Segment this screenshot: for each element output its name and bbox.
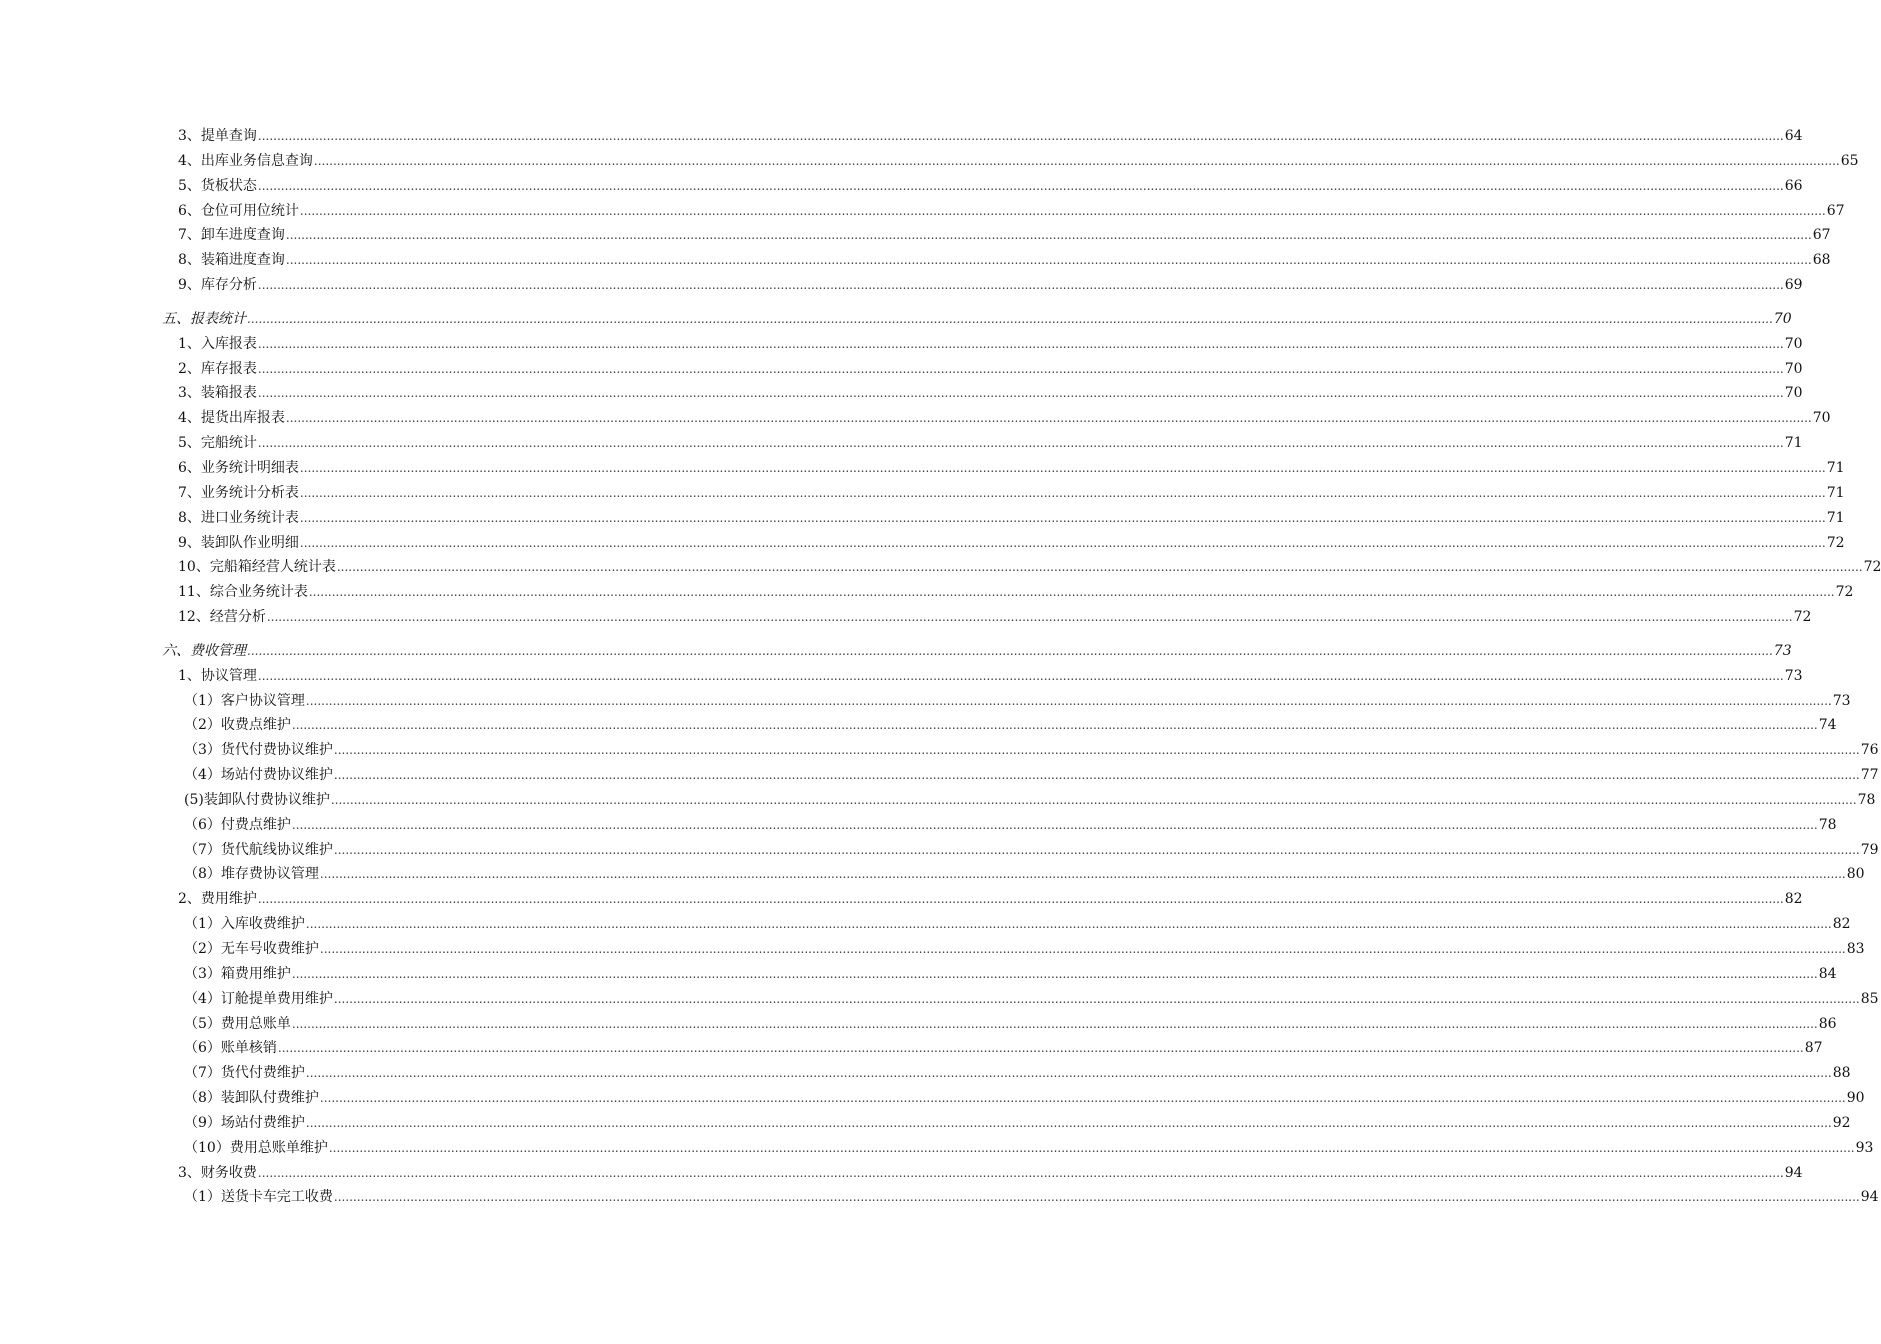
toc-page-number: 77 (1860, 767, 1879, 784)
toc-entry-label: （2）无车号收费维护 (184, 941, 319, 957)
toc-page-number: 70 (1784, 385, 1803, 402)
toc-entry-label: 9、装卸队作业明细 (178, 534, 299, 551)
dot-leader: ................................................................................................................................................................................................................................................................................................................................................................................................................ (336, 560, 1863, 575)
dot-leader: ................................................................................................................................................................................................................................................................................................................................................................................................................ (330, 792, 1857, 807)
toc-entry[interactable] (0, 381, 1803, 406)
toc-page-number: 64 (1784, 128, 1803, 144)
toc-entry[interactable] (0, 1185, 1879, 1210)
toc-entry[interactable] (0, 937, 1865, 962)
dot-leader: ................................................................................................................................................................................................................................................................................................................................................................................................................ (247, 311, 1773, 326)
toc-page-number: 92 (1832, 1114, 1851, 1131)
dot-leader: ................................................................................................................................................................................................................................................................................................................................................................................................................ (277, 1041, 1804, 1056)
toc-entry[interactable] (0, 174, 1803, 199)
toc-page-number: 72 (1793, 609, 1812, 626)
toc-entry[interactable] (0, 273, 1803, 298)
toc-entry-label: （5）费用总账单 (184, 1015, 291, 1032)
toc-entry-label: 2、库存报表 (178, 360, 257, 377)
dot-leader: ................................................................................................................................................................................................................................................................................................................................................................................................................ (305, 693, 1832, 708)
toc-page-number: 72 (1863, 559, 1881, 576)
dot-leader: ................................................................................................................................................................................................................................................................................................................................................................................................................ (299, 203, 1826, 218)
toc-entry-label: 1、入库报表 (178, 335, 257, 352)
toc-page-number: 94 (1784, 1164, 1803, 1181)
dot-leader: ................................................................................................................................................................................................................................................................................................................................................................................................................ (305, 1115, 1832, 1130)
toc-page-number: 70 (1784, 335, 1803, 352)
dot-leader: ................................................................................................................................................................................................................................................................................................................................................................................................................ (257, 386, 1784, 401)
toc-entry-label: 3、提单查询 (178, 128, 257, 144)
dot-leader: ................................................................................................................................................................................................................................................................................................................................................................................................................ (291, 718, 1818, 733)
toc-page-number: 82 (1832, 916, 1851, 933)
toc-page-number: 93 (1855, 1139, 1874, 1156)
toc-page-number: 78 (1818, 816, 1837, 833)
dot-leader: ................................................................................................................................................................................................................................................................................................................................................................................................................ (333, 991, 1860, 1006)
toc-entry[interactable] (0, 456, 1845, 481)
dot-leader: ................................................................................................................................................................................................................................................................................................................................................................................................................ (291, 817, 1818, 832)
toc-entry[interactable] (0, 1111, 1851, 1136)
toc-entry-label: 3、财务收费 (178, 1164, 257, 1181)
toc-page-number: 88 (1832, 1065, 1851, 1082)
toc-entry-label: 3、装箱报表 (178, 385, 257, 402)
dot-leader: ................................................................................................................................................................................................................................................................................................................................................................................................................ (257, 436, 1784, 451)
toc-entry-label: 2、费用维护 (178, 891, 257, 908)
toc-page-number: 85 (1860, 990, 1879, 1007)
toc-entry[interactable] (0, 1086, 1865, 1111)
dot-leader: ................................................................................................................................................................................................................................................................................................................................................................................................................ (299, 535, 1826, 550)
toc-entry[interactable] (0, 713, 1837, 738)
toc-entry-label: （2）收费点维护 (184, 717, 291, 734)
toc-page-number: 71 (1826, 459, 1845, 476)
dot-leader: ................................................................................................................................................................................................................................................................................................................................................................................................................ (313, 153, 1840, 168)
toc-page-number: 65 (1840, 152, 1859, 169)
toc-page-number: 90 (1846, 1090, 1865, 1107)
toc-entry-label: 11、综合业务统计表 (178, 584, 308, 601)
dot-leader: ................................................................................................................................................................................................................................................................................................................................................................................................................ (285, 411, 1812, 426)
toc-entry-label: （7）货代航线协议维护 (184, 841, 333, 858)
dot-leader: ................................................................................................................................................................................................................................................................................................................................................................................................................ (291, 1016, 1818, 1031)
toc-entry[interactable] (0, 664, 1803, 689)
toc-entry-label: 6、业务统计明细表 (178, 459, 299, 476)
toc-section-heading[interactable] (0, 307, 1792, 332)
toc-entry[interactable] (0, 555, 1881, 580)
toc-page-number: 82 (1784, 891, 1803, 908)
toc-page-number: 84 (1818, 965, 1837, 982)
dot-leader: ................................................................................................................................................................................................................................................................................................................................................................................................................ (257, 336, 1784, 351)
toc-entry[interactable] (0, 506, 1845, 531)
toc-page-number: 83 (1846, 941, 1865, 957)
toc-page-number: 66 (1784, 177, 1803, 194)
toc-entry-label: 4、提货出库报表 (178, 410, 285, 427)
dot-leader: ................................................................................................................................................................................................................................................................................................................................................................................................................ (333, 768, 1860, 783)
toc-entry-label: 7、卸车进度查询 (178, 227, 285, 244)
toc-entry-label: （9）场站付费维护 (184, 1114, 305, 1131)
toc-entry-label: （3）箱费用维护 (184, 965, 291, 982)
toc-entry-label: 5、完船统计 (178, 435, 257, 452)
toc-entry[interactable] (0, 738, 1879, 763)
dot-leader: ................................................................................................................................................................................................................................................................................................................................................................................................................ (257, 129, 1784, 143)
toc-entry[interactable] (0, 481, 1845, 506)
toc-entry[interactable] (0, 813, 1837, 838)
dot-leader: ................................................................................................................................................................................................................................................................................................................................................................................................................ (333, 743, 1860, 758)
toc-entry-label: 五、报表统计 (162, 310, 246, 327)
toc-entry-label: 7、业务统计分析表 (178, 484, 299, 501)
toc-entry-label: 8、进口业务统计表 (178, 509, 299, 526)
dot-leader: ................................................................................................................................................................................................................................................................................................................................................................................................................ (333, 842, 1860, 857)
dot-leader: ................................................................................................................................................................................................................................................................................................................................................................................................................ (266, 610, 1793, 625)
toc-entry[interactable] (0, 838, 1879, 863)
toc-entry[interactable] (0, 332, 1803, 357)
toc-entry-label: （10）费用总账单维护 (184, 1139, 328, 1156)
toc-entry[interactable] (0, 1161, 1803, 1186)
toc-entry-label: （3）货代付费协议维护 (184, 742, 333, 759)
toc-page-number: 80 (1846, 866, 1865, 883)
toc-entry-label: （6）账单核销 (184, 1040, 277, 1057)
dot-leader: ................................................................................................................................................................................................................................................................................................................................................................................................................ (299, 485, 1826, 500)
toc-page-number: 68 (1812, 252, 1831, 269)
toc-entry-label: （6）付费点维护 (184, 816, 291, 833)
toc-entry[interactable] (0, 912, 1851, 937)
toc-entry[interactable] (0, 689, 1851, 714)
toc-page-number: 94 (1860, 1189, 1879, 1206)
toc-page-number: 70 (1773, 310, 1792, 327)
toc-entry-label: （4）订舱提单费用维护 (184, 990, 333, 1007)
toc-entry[interactable] (0, 149, 1859, 174)
toc-page-number: 86 (1818, 1015, 1837, 1032)
toc-entry-label: （7）货代付费维护 (184, 1065, 305, 1082)
dot-leader: ................................................................................................................................................................................................................................................................................................................................................................................................................ (285, 253, 1812, 268)
toc-entry[interactable] (0, 1012, 1837, 1037)
toc-entry[interactable] (0, 887, 1803, 912)
toc-entry[interactable] (0, 531, 1845, 556)
toc-entry-label: 1、协议管理 (178, 667, 257, 684)
dot-leader: ................................................................................................................................................................................................................................................................................................................................................................................................................ (319, 1091, 1846, 1106)
dot-leader: ................................................................................................................................................................................................................................................................................................................................................................................................................ (285, 228, 1812, 243)
toc-page-number: 71 (1826, 484, 1845, 501)
toc-entry-label: 8、装箱进度查询 (178, 252, 285, 269)
dot-leader: ................................................................................................................................................................................................................................................................................................................................................................................................................ (333, 1190, 1860, 1205)
toc-entry[interactable] (0, 431, 1803, 456)
toc-entry-label: （4）场站付费协议维护 (184, 767, 333, 784)
toc-entry[interactable] (0, 605, 1812, 630)
toc-entry-label: 4、出库业务信息查询 (178, 152, 313, 169)
toc-entry[interactable] (0, 124, 1803, 149)
toc-page-number: 71 (1784, 435, 1803, 452)
toc-page-number: 79 (1860, 841, 1879, 858)
toc-page-number: 72 (1835, 584, 1854, 601)
toc-page-number: 76 (1860, 742, 1879, 759)
dot-leader: ................................................................................................................................................................................................................................................................................................................................................................................................................ (291, 966, 1818, 981)
toc-entry[interactable] (0, 987, 1879, 1012)
toc-entry-label: 六、费收管理 (162, 642, 246, 659)
toc-entry-label: 9、库存分析 (178, 277, 257, 294)
toc-entry-label: 12、经营分析 (178, 609, 266, 626)
toc-entry-label: （8）装卸队付费维护 (184, 1090, 319, 1107)
toc-page-number: 67 (1812, 227, 1831, 244)
toc-entry[interactable] (0, 788, 1876, 813)
toc-entry[interactable] (0, 962, 1837, 987)
toc-entry[interactable] (0, 862, 1865, 887)
dot-leader: ................................................................................................................................................................................................................................................................................................................................................................................................................ (257, 361, 1784, 376)
toc-entry[interactable] (0, 1061, 1851, 1086)
toc-entry[interactable] (0, 763, 1879, 788)
toc-page-number: 74 (1818, 717, 1837, 734)
toc-page-number: 69 (1784, 277, 1803, 294)
toc-entry[interactable] (0, 1036, 1823, 1061)
dot-leader: ................................................................................................................................................................................................................................................................................................................................................................................................................ (319, 942, 1846, 956)
toc-entry[interactable] (0, 223, 1831, 248)
toc-entry-label: 6、仓位可用位统计 (178, 202, 299, 219)
toc-page-number: 73 (1784, 667, 1803, 684)
toc-page-number: 70 (1812, 410, 1831, 427)
dot-leader: ................................................................................................................................................................................................................................................................................................................................................................................................................ (299, 460, 1826, 475)
toc-entry[interactable] (0, 199, 1845, 224)
dot-leader: ................................................................................................................................................................................................................................................................................................................................................................................................................ (305, 1066, 1832, 1081)
toc-entry-label: 10、完船箱经营人统计表 (178, 559, 336, 576)
toc-entry-label: （8）堆存费协议管理 (184, 866, 319, 883)
toc-entry[interactable] (0, 1136, 1874, 1161)
dot-leader: ................................................................................................................................................................................................................................................................................................................................................................................................................ (319, 867, 1846, 882)
toc-entry[interactable] (0, 357, 1803, 382)
dot-leader: ................................................................................................................................................................................................................................................................................................................................................................................................................ (257, 892, 1784, 907)
dot-leader: ................................................................................................................................................................................................................................................................................................................................................................................................................ (257, 278, 1784, 293)
toc-page-number: 73 (1832, 692, 1851, 709)
toc-entry-label: （1）送货卡车完工收费 (184, 1189, 333, 1206)
toc-page-number: 70 (1784, 360, 1803, 377)
dot-leader: ................................................................................................................................................................................................................................................................................................................................................................................................................ (257, 1165, 1784, 1180)
toc-page-number: 78 (1857, 791, 1876, 808)
dot-leader: ................................................................................................................................................................................................................................................................................................................................................................................................................ (299, 510, 1826, 525)
toc-page-number: 67 (1826, 202, 1845, 219)
toc-entry-label: 5、货板状态 (178, 177, 257, 194)
dot-leader: ................................................................................................................................................................................................................................................................................................................................................................................................................ (257, 178, 1784, 193)
table-of-contents (0, 124, 1881, 1210)
toc-entry-label: (5)装卸队付费协议维护 (184, 791, 330, 808)
toc-page-number: 87 (1804, 1040, 1823, 1057)
toc-page-number: 72 (1826, 534, 1845, 551)
toc-entry-label: （1）入库收费维护 (184, 916, 305, 933)
dot-leader: ................................................................................................................................................................................................................................................................................................................................................................................................................ (257, 668, 1784, 683)
dot-leader: ................................................................................................................................................................................................................................................................................................................................................................................................................ (328, 1140, 1855, 1155)
toc-page-number: 73 (1773, 642, 1792, 659)
toc-entry[interactable] (0, 248, 1831, 273)
dot-leader: ................................................................................................................................................................................................................................................................................................................................................................................................................ (247, 643, 1773, 658)
toc-entry[interactable] (0, 580, 1854, 605)
toc-section-heading[interactable] (0, 639, 1792, 664)
dot-leader: ................................................................................................................................................................................................................................................................................................................................................................................................................ (305, 917, 1832, 932)
dot-leader: ................................................................................................................................................................................................................................................................................................................................................................................................................ (308, 585, 1835, 600)
toc-entry-label: （1）客户协议管理 (184, 692, 305, 709)
toc-page-number: 71 (1826, 509, 1845, 526)
toc-entry[interactable] (0, 406, 1831, 431)
